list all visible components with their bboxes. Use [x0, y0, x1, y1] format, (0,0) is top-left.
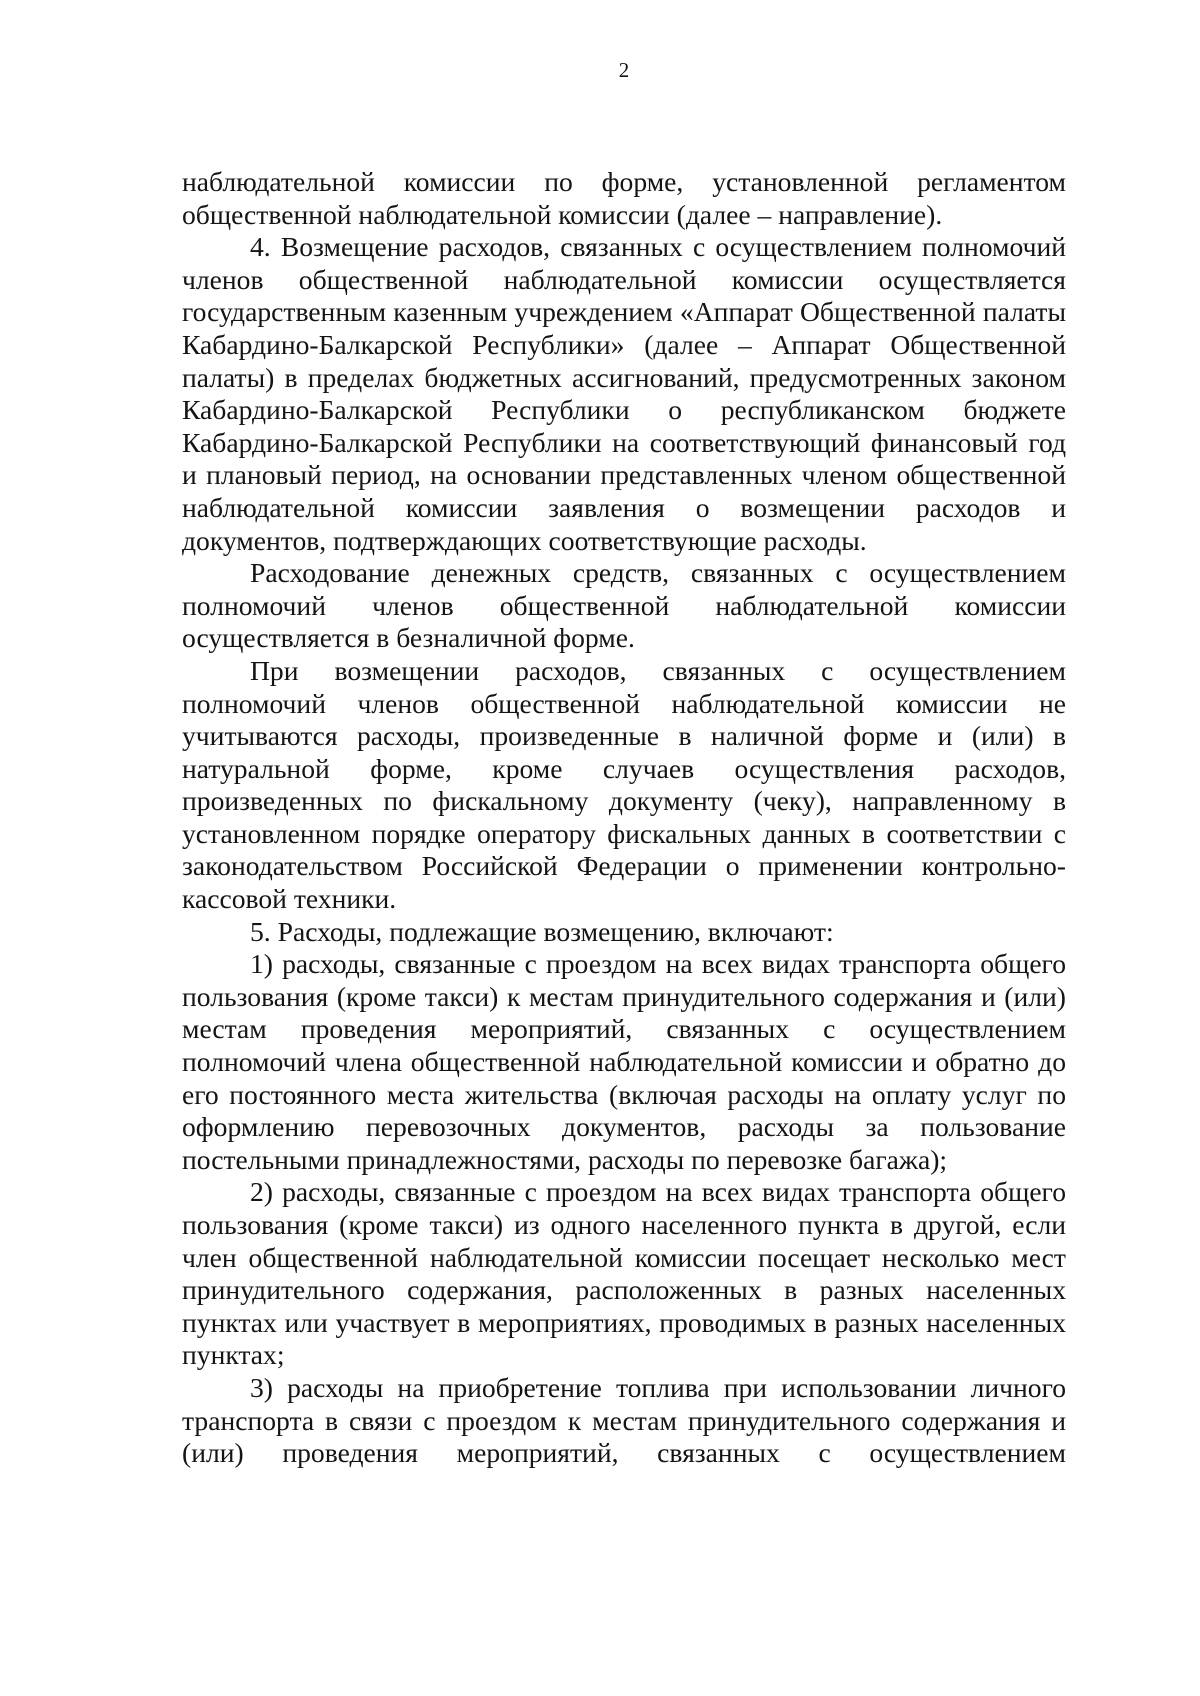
- paragraph-cash-exclusion: При возмещении расходов, связанных с осуществлением полномочий членов общественной наблюдательной комиссии не учитываются расходы, произведенные в наличной форме и (или) в натуральной форме, кроме случаев осуществления расходов, произведенных по фискальному документу (чеку), направленному в установленном порядке оператору фискальных данных в соответствии с законодательством Российской Федерации о применении контрольно-кассовой техники.: [182, 654, 1066, 915]
- paragraph-continuation: наблюдательной комиссии по форме, установленной регламентом общественной наблюдательной комиссии (далее – направление).: [182, 166, 1066, 230]
- paragraph-subitem-2: 2) расходы, связанные с проездом на всех видах транспорта общего пользования (кроме такси) из одного населенного пункта в другой, если член общественной наблюдательной комиссии посещает несколько мест принудительного содержания, расположенных в разных населенных пунктах или участвует в мероприятиях, проводимых в разных населенных пунктах;: [182, 1176, 1066, 1371]
- document-body: [182, 166, 1066, 1470]
- page-number: 2: [618, 58, 630, 82]
- paragraph-cashless-spending: Расходование денежных средств, связанных с осуществлением полномочий членов общественной наблюдательной комиссии осуществляется в безналичной форме.: [182, 557, 1066, 654]
- paragraph-item-4: 4. Возмещение расходов, связанных с осуществлением полномочий членов общественной наблюдательной комиссии осуществляется государственным казенным учреждением «Аппарат Общественной палаты Кабардино-Балкарской Республики» (далее – Аппарат Общественной палаты) в пределах бюджетных ассигнований, предусмотренных законом Кабардино-Балкарской Республики о республиканском бюджете Кабардино-Балкарской Республики на соответствующий финансовый год и плановый период, на основании представленных членом общественной наблюдательной комиссии заявления о возмещении расходов и документов, подтверждающих соответствующие расходы.: [182, 231, 1066, 556]
- paragraph-subitem-1: 1) расходы, связанные с проездом на всех видах транспорта общего пользования (кроме такси) к местам принудительного содержания и (или) местам проведения мероприятий, связанных с осуществлением полномочий члена общественной наблюдательной комиссии и обратно до его постоянного места жительства (включая расходы на оплату услуг по оформлению перевозочных документов, расходы за пользование постельными принадлежностями, расходы по перевозке багажа);: [182, 948, 1066, 1175]
- paragraph-subitem-3: 3) расходы на приобретение топлива при использовании личного транспорта в связи с проездом к местам принудительного содержания и (или) проведения мероприятий, связанных с осуществлением: [182, 1371, 1066, 1469]
- paragraph-item-5: 5. Расходы, подлежащие возмещению, включают:: [250, 915, 834, 947]
